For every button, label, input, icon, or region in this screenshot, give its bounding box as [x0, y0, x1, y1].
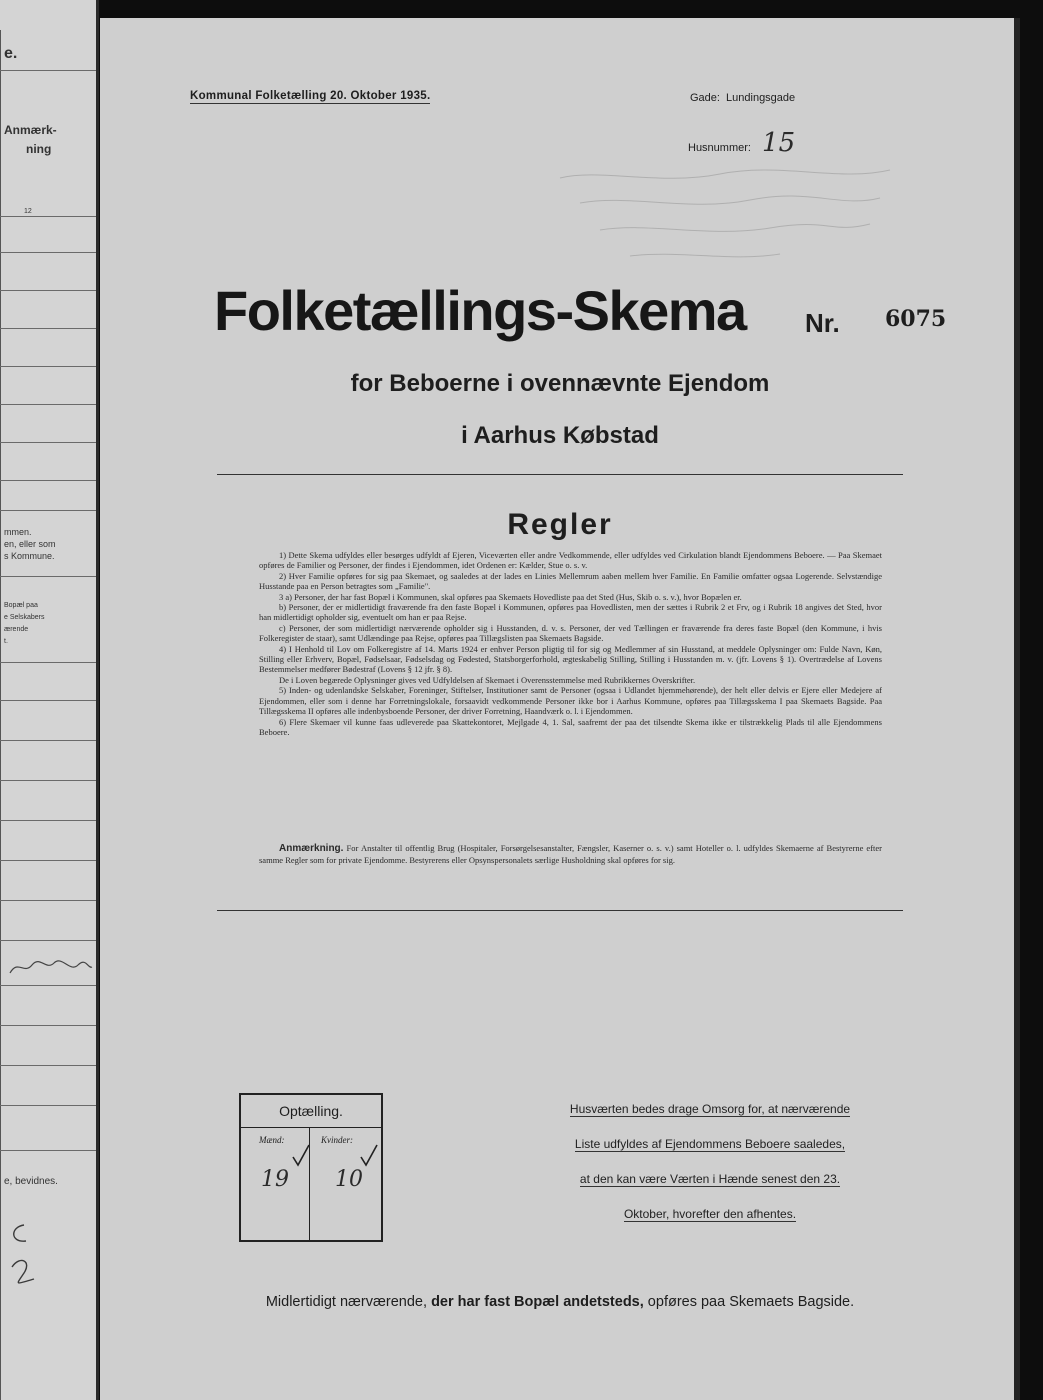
left-fragment-text: en, eller som	[4, 539, 56, 549]
gade-label: Gade:	[690, 92, 720, 104]
left-rule	[0, 70, 96, 71]
rule-paragraph: 2) Hver Familie opføres for sig paa Skemaet, og saaledes at der lades en Linies Mellemrum aaben mellem hver Familie. En Familie omfatter ogsaa Logerende. Selvstændige Husstande paa en Person betragtes som „Familie".	[259, 570, 882, 592]
left-rule	[0, 860, 96, 861]
notice-line	[545, 1172, 875, 1187]
checkmark-icon	[359, 1143, 379, 1169]
left-rule	[0, 328, 96, 329]
left-page-column-rule	[0, 30, 1, 1400]
left-rule	[0, 576, 96, 577]
left-fragment-ning: ning	[26, 142, 52, 156]
left-fragment-col-num: 12	[24, 208, 32, 215]
husnummer-value: 15	[762, 128, 796, 158]
faded-bleedthrough-writing	[540, 158, 900, 278]
page-edge-shadow	[1014, 18, 1020, 1400]
notice-text: at den kan være Værten i Hænde senest den 23.	[579, 1172, 841, 1186]
rule-paragraph: 5) Inden- og udenlandske Selskaber, Foreninger, Stiftelser, Institutioner samt de Personer (ogsaa i Udlandet hjemmehørende), der helt eller delvis er Ejere eller Medejere af Ejendommen, eller som i denne har Forretningslokale, forsaavidt vedkommende Personer ikke bor i Aarhus Kommune, opføres paa Tillægsskema I paa Skemaets Bagside. Paa Tillægsskema II opføres alle indenbysboende Personer, der driver Forretning, Haandværk o. l. i Ejendommen.	[259, 685, 882, 717]
rule-paragraph: 6) Flere Skemaer vil kunne faas udleverede paa Skattekontoret, Mejlgade 4, 1. Sal, saafremt der paa det tilsendte Skema ikke er tilstrækkelig Plads til alle Ejendommens Beboere.	[259, 716, 882, 737]
left-fragment-text: e Selskabers	[4, 614, 45, 621]
maend-label: Mænd:	[259, 1135, 285, 1145]
left-page-fragment	[0, 0, 99, 1400]
left-rule	[0, 480, 96, 481]
signature-mark	[4, 1215, 44, 1295]
anmaerkning-note	[259, 843, 882, 865]
census-title: Kommunal Folketælling 20. Oktober 1935.	[190, 90, 431, 102]
left-rule	[0, 1065, 96, 1066]
left-rule	[0, 900, 96, 901]
notice-text: Oktober, hvorefter den afhentes.	[623, 1207, 797, 1221]
left-rule	[0, 940, 96, 941]
left-fragment-text: t.	[4, 638, 8, 645]
optaelling-title: Optælling.	[279, 1103, 343, 1119]
form-number-label: Nr.	[805, 308, 840, 338]
box-divider	[241, 1127, 381, 1128]
rules-heading: Regler	[507, 508, 613, 541]
section-divider	[217, 910, 903, 911]
husnummer-field	[688, 128, 795, 158]
left-fragment-anmaerk: Anmærk-	[4, 123, 57, 137]
rule-paragraph: c) Personer, der som midlertidigt nærværende opholder sig i Husstanden, d. v. s. Personer, der ved Tællingen er fraværende fra deres faste Bopæl (den Kommune, i hvis Folkeregister de staar), samt Udlændinge paa Rejse, opføres paa Tillægslisten paa Skemaets Bagside.	[259, 622, 882, 644]
left-rule	[0, 1025, 96, 1026]
husnummer-label: Husnummer:	[688, 142, 751, 154]
left-rule	[0, 216, 96, 217]
anmaerkning-text: For Anstalter til offentlig Brug (Hospitaler, Forsørgelsesanstalter, Fængsler, Kaserner o. s. v.) samt Hoteller o. l. udfyldes Skemaerne af Bestyrerne efter samme Regler som for private Ejendomme. Bestyrerens eller Opsynspersonalets særlige Husholdning skal opføres for sig.	[259, 843, 882, 865]
left-rule	[0, 780, 96, 781]
left-rule	[0, 290, 96, 291]
form-subtitle-1: for Beboerne i ovennævnte Ejendom	[350, 370, 770, 397]
footer-text-b: der har fast Bopæl andetsteds,	[431, 1294, 644, 1310]
notice-line	[545, 1102, 875, 1117]
left-rule	[0, 1105, 96, 1106]
left-rule	[0, 1150, 96, 1151]
left-fragment-text: s Kommune.	[4, 551, 55, 561]
notice-text: Liste udfyldes af Ejendommens Beboere saaledes,	[574, 1137, 846, 1151]
census-form-page	[100, 18, 1020, 1400]
rule-paragraph: 1) Dette Skema udfyldes eller besørges udfyldt af Ejeren, Viceværten eller andre Vedkommende, eller udfyldes ved Cirkulation blandt Ejendommens Beboere. — Paa Skemaet opføres de Familier og Personer, der findes i Ejendommen, idet Ordenen er: Kælder, Stue o. s. v.	[259, 550, 882, 571]
form-number-value: 6075	[885, 306, 947, 332]
left-rule	[0, 820, 96, 821]
rule-paragraph: b) Personer, der er midlertidigt fraværende fra den faste Bopæl i Kommunen, opføres paa Hovedlisten, men der sættes i Rubrik 2 et Frv, og i Rubrik 18 angives det Sted, hvor han midlertidigt opholder sig, eventuelt om han er paa Rejse.	[259, 602, 882, 623]
footer-text-a: Midlertidigt nærværende,	[265, 1294, 432, 1310]
gade-value: Lundingsgade	[726, 92, 796, 104]
kvinder-label: Kvinder:	[321, 1135, 353, 1145]
left-fragment-bevidnes: e, bevidnes.	[4, 1176, 58, 1187]
left-fragment-text: mmen.	[4, 527, 32, 537]
footer-sentence	[100, 1294, 1020, 1310]
rules-text	[259, 550, 882, 737]
section-divider	[217, 474, 903, 475]
kvinder-count: 10	[335, 1167, 363, 1192]
left-rule	[0, 700, 96, 701]
left-rule	[0, 404, 96, 405]
handwriting-scribble	[6, 955, 94, 979]
left-fragment-text: Bopæl paa	[4, 602, 38, 609]
anmaerkning-label: Anmærkning.	[279, 843, 344, 854]
footer-text-c: opføres paa Skemaets Bagside.	[643, 1294, 855, 1310]
form-subtitle-2: i Aarhus Købstad	[461, 422, 659, 449]
left-fragment-title: e.	[4, 45, 18, 62]
maend-count: 19	[261, 1167, 289, 1192]
notice-text: Husværten bedes drage Omsorg for, at nærværende	[569, 1102, 851, 1116]
rule-paragraph: De i Loven begærede Oplysninger gives ved Udfyldelsen af Skemaet i Overensstemmelse med Rubrikkernes Overskrifter.	[279, 674, 696, 685]
left-rule	[0, 985, 96, 986]
notice-line	[545, 1207, 875, 1222]
checkmark-icon	[291, 1143, 311, 1169]
left-rule	[0, 740, 96, 741]
left-rule	[0, 510, 96, 511]
optaelling-box	[239, 1093, 383, 1242]
left-rule	[0, 366, 96, 367]
rule-paragraph: 3 a) Personer, der har fast Bopæl i Kommunen, skal opføres paa Skemaets Hovedliste paa det Sted (Hus, Skib o. s. v.), hvor Bopælen er.	[279, 591, 742, 602]
notice-line	[545, 1137, 875, 1152]
left-rule	[0, 662, 96, 663]
left-rule	[0, 442, 96, 443]
rule-paragraph: 4) I Henhold til Lov om Folkeregistre af 14. Marts 1924 er enhver Person pligtig til for sig og Medlemmer af sin Husstand, at meddele Oplysninger om: Fulde Navn, Køn, Stilling eller Erhverv, Bopæl, Fødselsaar, Fødselsdag og Fødested, Statsborgerforhold, ægteskabelig Stilling, Stilling i Husstanden m. v. (jfr. Lovens § 1). Overtrædelse af Lovens Bestemmelser medfører Bødestraf (Lovens § 12 jfr. § 8).	[259, 643, 882, 675]
left-fragment-text: ærende	[4, 626, 29, 633]
gade-field	[690, 92, 795, 104]
left-rule	[0, 252, 96, 253]
form-title: Folketællings-Skema	[214, 279, 746, 342]
